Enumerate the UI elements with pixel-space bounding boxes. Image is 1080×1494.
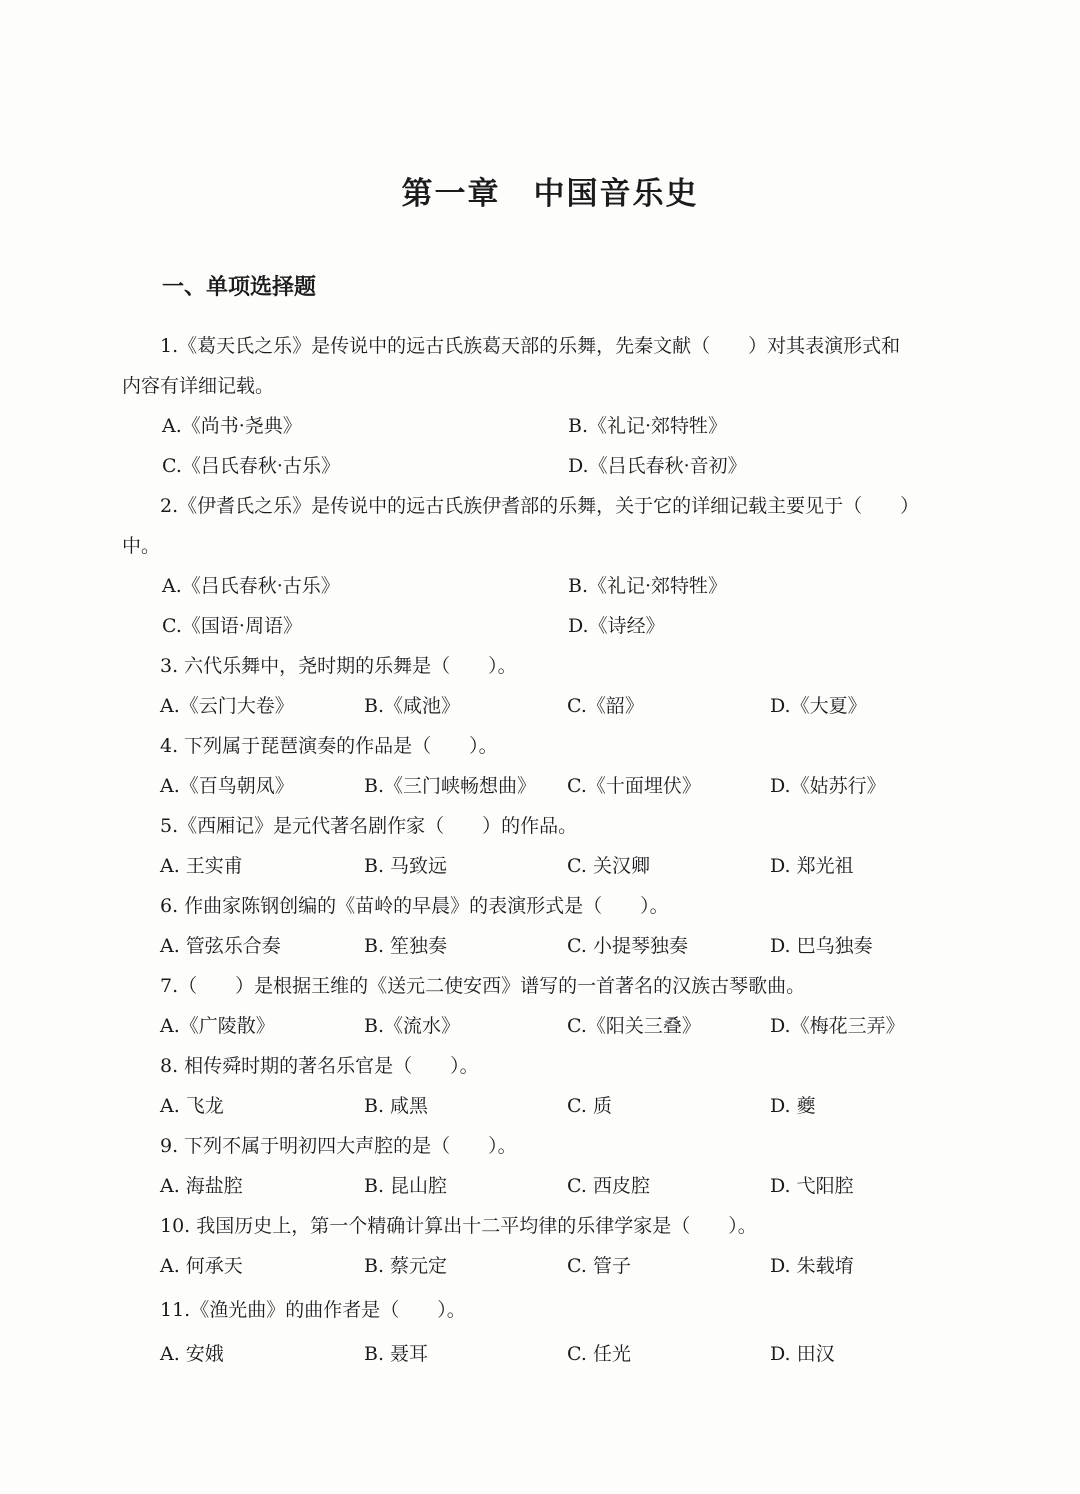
option-row bbox=[0, 926, 1080, 966]
option-c: C. 关汉卿 bbox=[567, 855, 650, 877]
question-list bbox=[0, 326, 1080, 1374]
option-row bbox=[0, 1334, 1080, 1374]
option-c: C.《阳关三叠》 bbox=[567, 1015, 701, 1037]
question-stem: 5.《西厢记》是元代著名剧作家（ ）的作品。 bbox=[160, 815, 578, 837]
option-a: A.《吕氏春秋·古乐》 bbox=[162, 575, 340, 597]
question-5 bbox=[0, 806, 1080, 886]
option-b: B. 聂耳 bbox=[364, 1343, 429, 1365]
option-c: C.《十面埋伏》 bbox=[567, 775, 701, 797]
option-b: B.《礼记·郊特牲》 bbox=[568, 415, 728, 437]
question-3 bbox=[0, 646, 1080, 726]
question-stem: 7.（ ）是根据王维的《送元二使安西》谱写的一首著名的汉族古琴歌曲。 bbox=[160, 975, 806, 997]
option-d: D. 田汉 bbox=[770, 1343, 835, 1365]
question-stem: 11.《渔光曲》的曲作者是（ ）。 bbox=[160, 1299, 466, 1321]
option-d: D.《吕氏春秋·音初》 bbox=[568, 455, 747, 477]
option-b: B.《礼记·郊特牲》 bbox=[568, 575, 728, 597]
option-a: A. 何承天 bbox=[160, 1255, 243, 1277]
option-row bbox=[0, 1006, 1080, 1046]
option-d: D.《诗经》 bbox=[568, 615, 665, 637]
question-8 bbox=[0, 1046, 1080, 1126]
option-b: B. 昆山腔 bbox=[364, 1175, 448, 1197]
question-stem: 4. 下列属于琵琶演奏的作品是（ ）。 bbox=[160, 735, 498, 757]
option-c: C. 任光 bbox=[567, 1343, 631, 1365]
option-a: A. 飞龙 bbox=[160, 1095, 224, 1117]
option-row bbox=[0, 766, 1080, 806]
option-b: B.《流水》 bbox=[364, 1015, 461, 1037]
option-b: B.《咸池》 bbox=[364, 695, 461, 717]
chapter-title: 第一章 中国音乐史 bbox=[401, 176, 699, 212]
option-b: B. 马致远 bbox=[364, 855, 448, 877]
question-stem-line: 2.《伊耆氏之乐》是传说中的远古氏族伊耆部的乐舞，关于它的详细记载主要见于（ ） bbox=[160, 495, 920, 517]
option-d: D. 郑光祖 bbox=[770, 855, 854, 877]
option-a: A. 海盐腔 bbox=[160, 1175, 243, 1197]
option-b: B.《三门峡畅想曲》 bbox=[364, 775, 537, 797]
option-row bbox=[0, 606, 1080, 646]
question-4 bbox=[0, 726, 1080, 806]
option-row bbox=[0, 446, 1080, 486]
option-c: C. 小提琴独奏 bbox=[567, 935, 688, 957]
option-b: B. 蔡元定 bbox=[364, 1255, 448, 1277]
option-c: C. 管子 bbox=[567, 1255, 631, 1277]
option-d: D. 巴乌独奏 bbox=[770, 935, 873, 957]
question-7 bbox=[0, 966, 1080, 1046]
question-2 bbox=[0, 486, 1080, 646]
option-b: B. 咸黑 bbox=[364, 1095, 429, 1117]
option-d: D.《梅花三弄》 bbox=[770, 1015, 905, 1037]
question-stem: 10. 我国历史上，第一个精确计算出十二平均律的乐律学家是（ ）。 bbox=[160, 1215, 757, 1237]
question-10 bbox=[0, 1206, 1080, 1286]
option-a: A.《百鸟朝凤》 bbox=[160, 775, 294, 797]
option-row bbox=[0, 686, 1080, 726]
question-stem: 8. 相传舜时期的著名乐官是（ ）。 bbox=[160, 1055, 479, 1077]
option-row bbox=[0, 406, 1080, 446]
question-6 bbox=[0, 886, 1080, 966]
option-d: D.《姑苏行》 bbox=[770, 775, 886, 797]
question-9 bbox=[0, 1126, 1080, 1206]
option-c: C. 西皮腔 bbox=[567, 1175, 650, 1197]
question-stem-continuation: 中。 bbox=[122, 535, 161, 557]
option-c: C. 质 bbox=[567, 1095, 612, 1117]
option-d: D. 朱载堉 bbox=[770, 1255, 854, 1277]
question-stem-line: 1.《葛天氏之乐》是传说中的远古氏族葛天部的乐舞，先秦文献（ ）对其表演形式和 bbox=[160, 335, 901, 357]
question-stem-continuation: 内容有详细记载。 bbox=[122, 375, 275, 397]
option-c: C.《国语·周语》 bbox=[162, 615, 302, 637]
option-row bbox=[0, 846, 1080, 886]
question-stem: 3. 六代乐舞中，尧时期的乐舞是（ ）。 bbox=[160, 655, 517, 677]
option-c: C.《韶》 bbox=[567, 695, 644, 717]
option-a: A.《尚书·尧典》 bbox=[162, 415, 302, 437]
option-row bbox=[0, 1246, 1080, 1286]
option-a: A. 王实甫 bbox=[160, 855, 243, 877]
option-d: D.《大夏》 bbox=[770, 695, 867, 717]
option-row bbox=[0, 1166, 1080, 1206]
option-a: A. 安娥 bbox=[160, 1343, 224, 1365]
option-d: D. 夔 bbox=[770, 1095, 816, 1117]
section-heading: 一、单项选择题 bbox=[162, 274, 317, 300]
option-a: A. 管弦乐合奏 bbox=[160, 935, 281, 957]
option-b: B. 笙独奏 bbox=[364, 935, 448, 957]
question-stem bbox=[0, 326, 1080, 406]
option-c: C.《吕氏春秋·古乐》 bbox=[162, 455, 340, 477]
option-row bbox=[0, 566, 1080, 606]
question-1 bbox=[0, 326, 1080, 486]
option-a: A.《云门大卷》 bbox=[160, 695, 294, 717]
question-stem bbox=[0, 486, 1080, 566]
option-row bbox=[0, 1086, 1080, 1126]
question-11 bbox=[0, 1286, 1080, 1374]
option-d: D. 弋阳腔 bbox=[770, 1175, 854, 1197]
option-a: A.《广陵散》 bbox=[160, 1015, 275, 1037]
question-stem: 6. 作曲家陈钢创编的《苗岭的早晨》的表演形式是（ ）。 bbox=[160, 895, 669, 917]
question-stem: 9. 下列不属于明初四大声腔的是（ ）。 bbox=[160, 1135, 517, 1157]
